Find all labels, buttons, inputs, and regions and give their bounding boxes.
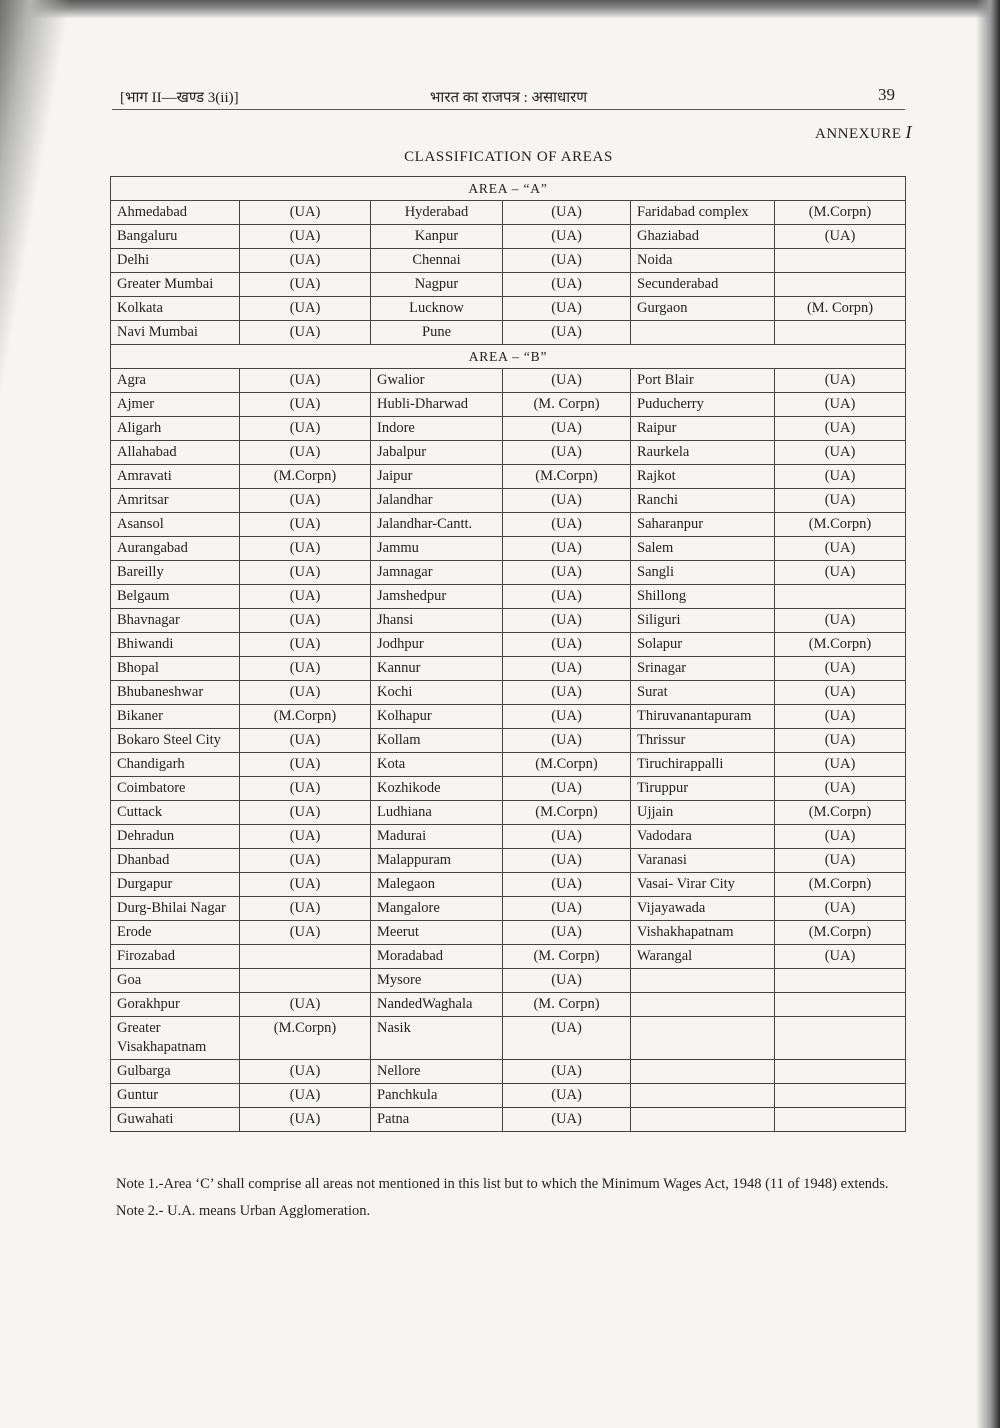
city-status-cell: (UA) (503, 1060, 631, 1084)
scan-shadow-left (0, 0, 70, 420)
city-name-cell: Goa (111, 969, 240, 993)
city-status-cell: (UA) (503, 585, 631, 609)
city-status-cell: (UA) (240, 777, 371, 801)
city-status-cell: (UA) (240, 537, 371, 561)
city-status-cell: (UA) (503, 561, 631, 585)
city-status-cell: (UA) (503, 705, 631, 729)
city-status-cell: (UA) (240, 609, 371, 633)
city-name-cell: Nagpur (371, 273, 503, 297)
city-name-cell (631, 1060, 775, 1084)
area-b-heading-row (111, 345, 906, 369)
city-name-cell: Malegaon (371, 873, 503, 897)
city-name-cell: Greater Mumbai (111, 273, 240, 297)
city-status-cell (775, 585, 906, 609)
city-status-cell: (UA) (240, 657, 371, 681)
table-row (111, 441, 906, 465)
city-name-cell: Erode (111, 921, 240, 945)
city-name-cell: Warangal (631, 945, 775, 969)
area-b-heading: AREA – “B” (111, 345, 906, 369)
city-name-cell: Kanpur (371, 225, 503, 249)
city-status-cell: (UA) (240, 201, 371, 225)
city-status-cell: (UA) (503, 513, 631, 537)
table-row (111, 489, 906, 513)
city-name-cell: Jamnagar (371, 561, 503, 585)
city-name-cell: Meerut (371, 921, 503, 945)
table-row (111, 729, 906, 753)
city-name-cell: Kozhikode (371, 777, 503, 801)
city-name-cell: Shillong (631, 585, 775, 609)
city-status-cell: (UA) (503, 225, 631, 249)
city-status-cell: (M.Corpn) (775, 201, 906, 225)
city-name-cell: Tiruchirappalli (631, 753, 775, 777)
city-name-cell (631, 993, 775, 1017)
city-status-cell: (M.Corpn) (775, 921, 906, 945)
scan-shadow-right (976, 0, 1000, 1428)
city-name-cell: Siliguri (631, 609, 775, 633)
note-1: Note 1.-Area ‘C’ shall comprise all areas not mentioned in this list but to which the Minimum Wages Act, 1948 (11 of 1948) extends. (116, 1176, 889, 1192)
city-name-cell: Solapur (631, 633, 775, 657)
table-row (111, 225, 906, 249)
table-row (111, 849, 906, 873)
city-status-cell: (M.Corpn) (775, 873, 906, 897)
city-status-cell: (UA) (775, 897, 906, 921)
city-status-cell: (UA) (775, 657, 906, 681)
city-status-cell: (UA) (503, 1017, 631, 1060)
city-status-cell (775, 1060, 906, 1084)
city-status-cell: (M. Corpn) (503, 993, 631, 1017)
city-name-cell: Srinagar (631, 657, 775, 681)
table-row (111, 1084, 906, 1108)
area-a-heading: AREA – “A” (111, 177, 906, 201)
city-status-cell: (UA) (240, 417, 371, 441)
city-name-cell: Nellore (371, 1060, 503, 1084)
table-row (111, 873, 906, 897)
table-row (111, 1060, 906, 1084)
city-name-cell: Rajkot (631, 465, 775, 489)
table-row (111, 537, 906, 561)
table-row (111, 633, 906, 657)
city-status-cell: (UA) (503, 681, 631, 705)
city-status-cell: (UA) (503, 417, 631, 441)
city-status-cell: (M.Corpn) (503, 465, 631, 489)
city-name-cell: Kochi (371, 681, 503, 705)
city-status-cell (775, 993, 906, 1017)
table-row (111, 777, 906, 801)
city-status-cell: (M.Corpn) (240, 465, 371, 489)
city-status-cell: (UA) (240, 681, 371, 705)
city-status-cell: (UA) (240, 489, 371, 513)
table-row (111, 657, 906, 681)
city-name-cell: Raurkela (631, 441, 775, 465)
city-name-cell: Port Blair (631, 369, 775, 393)
table-row (111, 513, 906, 537)
city-name-cell: Firozabad (111, 945, 240, 969)
scan-shadow-top (0, 0, 1000, 18)
city-name-cell: Bhopal (111, 657, 240, 681)
annexure-numeral: I (905, 122, 912, 142)
table-row (111, 561, 906, 585)
city-status-cell: (UA) (240, 297, 371, 321)
table-row (111, 993, 906, 1017)
city-name-cell: Indore (371, 417, 503, 441)
city-name-cell: NandedWaghala (371, 993, 503, 1017)
city-status-cell: (UA) (503, 489, 631, 513)
table-row (111, 753, 906, 777)
city-name-cell: Jodhpur (371, 633, 503, 657)
city-status-cell (240, 969, 371, 993)
city-status-cell: (UA) (775, 489, 906, 513)
city-name-cell (631, 321, 775, 345)
city-status-cell: (M.Corpn) (240, 705, 371, 729)
table-row (111, 465, 906, 489)
city-status-cell: (UA) (775, 849, 906, 873)
gazette-header (112, 87, 905, 110)
notes (116, 1174, 906, 1228)
city-name-cell: Kolkata (111, 297, 240, 321)
city-name-cell: Bangaluru (111, 225, 240, 249)
city-name-cell: Kollam (371, 729, 503, 753)
city-status-cell: (UA) (240, 273, 371, 297)
city-status-cell: (UA) (503, 369, 631, 393)
city-name-cell: Pune (371, 321, 503, 345)
city-name-cell: Nasik (371, 1017, 503, 1060)
city-status-cell (775, 969, 906, 993)
city-name-cell: Raipur (631, 417, 775, 441)
city-status-cell: (UA) (503, 729, 631, 753)
table-row (111, 897, 906, 921)
city-status-cell: (UA) (240, 1060, 371, 1084)
city-name-cell: Coimbatore (111, 777, 240, 801)
city-status-cell: (UA) (775, 417, 906, 441)
table-row (111, 585, 906, 609)
city-status-cell: (UA) (240, 369, 371, 393)
city-status-cell: (UA) (503, 297, 631, 321)
city-status-cell: (M.Corpn) (240, 1017, 371, 1060)
city-status-cell: (UA) (775, 465, 906, 489)
city-name-cell: Belgaum (111, 585, 240, 609)
city-status-cell (775, 249, 906, 273)
city-name-cell: Jhansi (371, 609, 503, 633)
city-status-cell: (UA) (240, 873, 371, 897)
city-name-cell: Kannur (371, 657, 503, 681)
city-name-cell: Faridabad complex (631, 201, 775, 225)
city-status-cell: (UA) (503, 633, 631, 657)
city-status-cell: (UA) (240, 1108, 371, 1132)
city-name-cell: Thiruvanantapuram (631, 705, 775, 729)
classification-table (110, 176, 906, 1132)
table-row (111, 369, 906, 393)
city-status-cell: (UA) (503, 897, 631, 921)
table-row (111, 297, 906, 321)
city-name-cell: Ujjain (631, 801, 775, 825)
city-name-cell: Jabalpur (371, 441, 503, 465)
city-name-cell: Ludhiana (371, 801, 503, 825)
city-status-cell: (M. Corpn) (503, 945, 631, 969)
city-name-cell: Durgapur (111, 873, 240, 897)
city-name-cell: Dehradun (111, 825, 240, 849)
city-name-cell: Durg-Bhilai Nagar (111, 897, 240, 921)
city-status-cell: (UA) (775, 681, 906, 705)
city-name-cell: Bokaro Steel City (111, 729, 240, 753)
city-name-cell: Agra (111, 369, 240, 393)
city-name-cell: Amritsar (111, 489, 240, 513)
city-name-cell: Jalandhar (371, 489, 503, 513)
city-status-cell: (UA) (503, 873, 631, 897)
city-status-cell (775, 1084, 906, 1108)
area-a-heading-row (111, 177, 906, 201)
city-name-cell: Jalandhar-Cantt. (371, 513, 503, 537)
city-status-cell: (M.Corpn) (503, 801, 631, 825)
city-name-cell: Madurai (371, 825, 503, 849)
table-row (111, 249, 906, 273)
city-status-cell: (M. Corpn) (775, 297, 906, 321)
city-status-cell: (UA) (775, 753, 906, 777)
city-status-cell: (UA) (240, 753, 371, 777)
city-status-cell (775, 1017, 906, 1060)
city-status-cell: (UA) (503, 921, 631, 945)
city-name-cell (631, 1084, 775, 1108)
city-status-cell: (UA) (503, 1108, 631, 1132)
city-name-cell: Delhi (111, 249, 240, 273)
city-status-cell: (UA) (240, 849, 371, 873)
city-status-cell: (UA) (503, 777, 631, 801)
table-row (111, 681, 906, 705)
city-name-cell: Moradabad (371, 945, 503, 969)
city-name-cell: Amravati (111, 465, 240, 489)
city-status-cell: (UA) (240, 561, 371, 585)
city-name-cell: Tiruppur (631, 777, 775, 801)
city-status-cell: (UA) (503, 537, 631, 561)
city-name-cell: Noida (631, 249, 775, 273)
city-status-cell: (UA) (240, 1084, 371, 1108)
city-status-cell: (UA) (775, 609, 906, 633)
city-status-cell: (UA) (503, 321, 631, 345)
table-row (111, 201, 906, 225)
city-status-cell: (UA) (240, 225, 371, 249)
table-row (111, 1108, 906, 1132)
city-status-cell: (UA) (503, 201, 631, 225)
city-name-cell: Gulbarga (111, 1060, 240, 1084)
city-status-cell: (UA) (775, 777, 906, 801)
city-name-cell: Secunderabad (631, 273, 775, 297)
city-status-cell: (M.Corpn) (775, 513, 906, 537)
city-name-cell: Asansol (111, 513, 240, 537)
city-status-cell: (UA) (240, 393, 371, 417)
city-status-cell: (UA) (240, 321, 371, 345)
city-name-cell: Greater Visakhapatnam (111, 1017, 240, 1060)
city-status-cell: (UA) (240, 513, 371, 537)
city-name-cell: Saharanpur (631, 513, 775, 537)
city-status-cell: (UA) (240, 801, 371, 825)
city-status-cell: (UA) (240, 249, 371, 273)
city-name-cell (631, 1108, 775, 1132)
city-status-cell: (UA) (503, 825, 631, 849)
city-name-cell: Lucknow (371, 297, 503, 321)
table-row (111, 705, 906, 729)
city-name-cell: Chandigarh (111, 753, 240, 777)
city-name-cell (631, 1017, 775, 1060)
city-status-cell: (M.Corpn) (775, 633, 906, 657)
city-name-cell: Puducherry (631, 393, 775, 417)
city-name-cell: Aligarh (111, 417, 240, 441)
table-row (111, 1017, 906, 1060)
city-name-cell: Sangli (631, 561, 775, 585)
city-name-cell: Aurangabad (111, 537, 240, 561)
header-part-section: [भाग II—खण्ड 3(ii)] (120, 90, 239, 106)
city-name-cell: Bikaner (111, 705, 240, 729)
city-status-cell: (UA) (240, 729, 371, 753)
city-status-cell: (UA) (775, 825, 906, 849)
city-status-cell: (UA) (775, 537, 906, 561)
city-name-cell: Surat (631, 681, 775, 705)
city-status-cell: (UA) (240, 921, 371, 945)
city-status-cell: (UA) (775, 945, 906, 969)
city-name-cell: Jaipur (371, 465, 503, 489)
annexure-text: ANNEXURE (815, 126, 902, 142)
city-name-cell: Bareilly (111, 561, 240, 585)
city-name-cell: Gwalior (371, 369, 503, 393)
city-name-cell: Ranchi (631, 489, 775, 513)
city-status-cell: (UA) (775, 441, 906, 465)
city-status-cell: (UA) (503, 609, 631, 633)
city-status-cell (775, 1108, 906, 1132)
city-status-cell: (UA) (775, 225, 906, 249)
city-name-cell: Ghaziabad (631, 225, 775, 249)
page-number: 39 (878, 85, 895, 104)
annexure-label (815, 122, 912, 143)
city-status-cell: (UA) (503, 441, 631, 465)
city-name-cell: Guntur (111, 1084, 240, 1108)
city-status-cell: (UA) (503, 273, 631, 297)
city-status-cell: (M.Corpn) (503, 753, 631, 777)
city-name-cell: Kota (371, 753, 503, 777)
city-name-cell: Varanasi (631, 849, 775, 873)
city-name-cell: Mysore (371, 969, 503, 993)
city-name-cell: Patna (371, 1108, 503, 1132)
city-name-cell: Bhiwandi (111, 633, 240, 657)
city-name-cell: Salem (631, 537, 775, 561)
city-status-cell (775, 273, 906, 297)
city-status-cell (775, 321, 906, 345)
city-name-cell: Guwahati (111, 1108, 240, 1132)
city-status-cell: (UA) (503, 849, 631, 873)
city-name-cell: Chennai (371, 249, 503, 273)
city-name-cell: Bhavnagar (111, 609, 240, 633)
city-name-cell: Bhubaneshwar (111, 681, 240, 705)
city-status-cell: (UA) (503, 969, 631, 993)
table-row (111, 321, 906, 345)
city-name-cell: Dhanbad (111, 849, 240, 873)
city-name-cell: Hubli-Dharwad (371, 393, 503, 417)
table-row (111, 969, 906, 993)
city-name-cell: Jammu (371, 537, 503, 561)
table-row (111, 417, 906, 441)
city-name-cell: Panchkula (371, 1084, 503, 1108)
city-name-cell: Hyderabad (371, 201, 503, 225)
city-status-cell: (UA) (240, 633, 371, 657)
city-status-cell: (M.Corpn) (775, 801, 906, 825)
city-name-cell: Jamshedpur (371, 585, 503, 609)
city-name-cell: Vadodara (631, 825, 775, 849)
table-row (111, 825, 906, 849)
city-status-cell (240, 945, 371, 969)
city-name-cell: Malappuram (371, 849, 503, 873)
city-name-cell: Navi Mumbai (111, 321, 240, 345)
city-name-cell: Cuttack (111, 801, 240, 825)
table-row (111, 945, 906, 969)
city-status-cell: (UA) (240, 825, 371, 849)
note-2: Note 2.- U.A. means Urban Agglomeration. (116, 1203, 371, 1219)
city-status-cell: (UA) (240, 585, 371, 609)
city-status-cell: (UA) (775, 729, 906, 753)
city-name-cell: Ahmedabad (111, 201, 240, 225)
city-status-cell: (M. Corpn) (503, 393, 631, 417)
city-status-cell: (UA) (775, 393, 906, 417)
city-status-cell: (UA) (503, 1084, 631, 1108)
city-status-cell: (UA) (240, 897, 371, 921)
city-status-cell: (UA) (503, 249, 631, 273)
city-name-cell: Thrissur (631, 729, 775, 753)
table-row (111, 273, 906, 297)
city-name-cell: Gurgaon (631, 297, 775, 321)
city-status-cell: (UA) (775, 369, 906, 393)
city-name-cell: Mangalore (371, 897, 503, 921)
city-name-cell: Allahabad (111, 441, 240, 465)
header-gazette-title: भारत का राजपत्र : असाधारण (429, 90, 588, 106)
city-status-cell: (UA) (240, 441, 371, 465)
table-row (111, 801, 906, 825)
city-status-cell: (UA) (503, 657, 631, 681)
city-status-cell: (UA) (775, 561, 906, 585)
city-name-cell: Vishakhapatnam (631, 921, 775, 945)
city-name-cell: Kolhapur (371, 705, 503, 729)
table-row (111, 609, 906, 633)
page-title: CLASSIFICATION OF AREAS (404, 149, 613, 165)
city-name-cell: Gorakhpur (111, 993, 240, 1017)
table-row (111, 921, 906, 945)
city-status-cell: (UA) (240, 993, 371, 1017)
city-name-cell (631, 969, 775, 993)
city-name-cell: Ajmer (111, 393, 240, 417)
table-row (111, 393, 906, 417)
city-name-cell: Vijayawada (631, 897, 775, 921)
city-name-cell: Vasai- Virar City (631, 873, 775, 897)
city-status-cell: (UA) (775, 705, 906, 729)
